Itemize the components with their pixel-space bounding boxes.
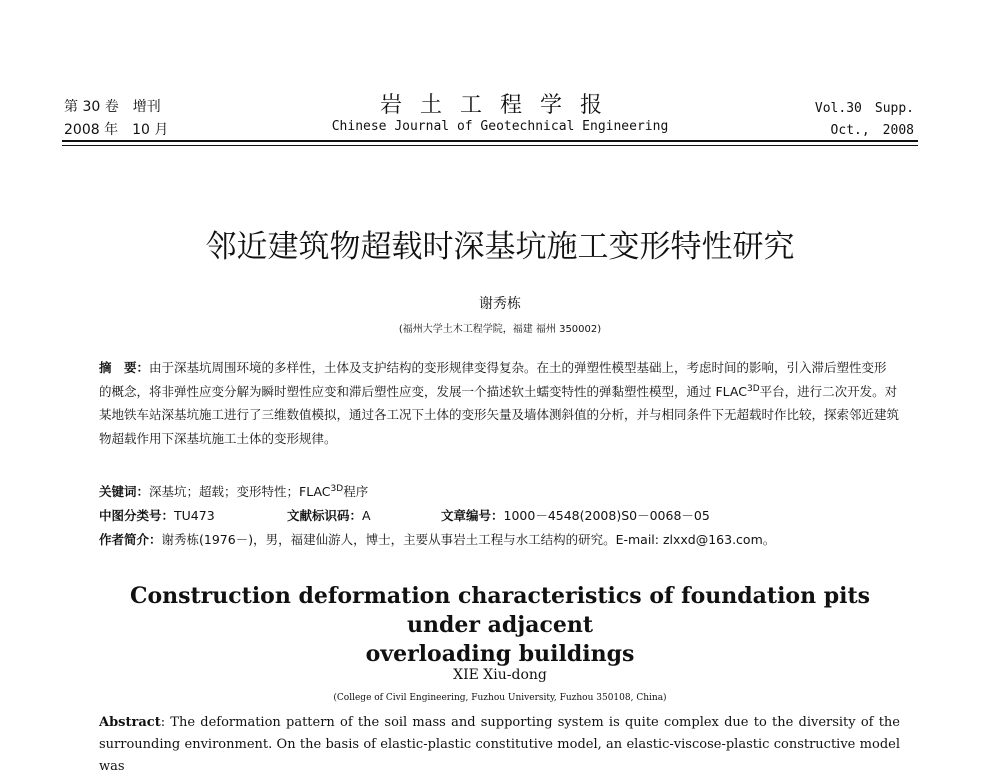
author-en: XIE Xiu-dong [453, 667, 547, 683]
paper-title-en-line1: Construction deformation characteristics of foundation pits under adjacent [129, 583, 871, 638]
keywords-text-cn: 深基坑；超载；变形特性；FLAC [149, 484, 331, 499]
journal-name-cn: 岩土工程学报 [379, 93, 620, 118]
clc-number [99, 506, 215, 524]
author-cn: 谢秀栋 [479, 296, 521, 312]
abstract-text-cn-2: 平台，进行二次开发。对某地铁车站深基坑施工进行了三维数值模拟，通过各工况下土体的变形矢量及墙体测斜值的分析，并与相同条件下无超载时作比较，探索邻近建筑物超载作用下深基坑施工土体的变形规律。 [99, 383, 900, 446]
paper-title-cn: 邻近建筑物超载时深基坑施工变形特性研究 [205, 229, 795, 265]
keywords-label-cn: 关键词： [99, 484, 150, 499]
abstract-text-en: : The deformation pattern of the soil mass and supporting system is quite complex due to the diversity of the surrounding environment. On the basis of elastic-plastic constitutive model, an elastic-viscose-plastic constructive model was [99, 715, 900, 774]
abstract-sup-cn: 3D [746, 383, 760, 394]
date-en: Oct., 2008 [830, 123, 914, 138]
article-number-label: 文章编号： [441, 508, 504, 523]
header-rule-thick [62, 140, 918, 142]
document-code [287, 506, 371, 524]
article-number [441, 506, 710, 524]
keywords-cn [99, 482, 368, 500]
keywords-tail-cn: 程序 [343, 484, 369, 499]
abstract-en [99, 712, 900, 778]
date-cn: 2008 年 10 月 [64, 122, 169, 138]
document-code-label: 文献标识码： [287, 508, 363, 523]
header-rule-thin [62, 145, 918, 146]
author-bio-label: 作者简介： [99, 532, 162, 547]
volume-issue-cn: 第 30 卷 增刊 [64, 99, 161, 115]
clc-label: 中图分类号： [99, 508, 175, 523]
volume-issue-en: Vol.30 Supp. [814, 101, 914, 116]
journal-name-en: Chinese Journal of Geotechnical Engineering [331, 119, 669, 134]
clc-value: TU473 [174, 508, 215, 523]
abstract-label-en: Abstract [99, 715, 161, 730]
article-number-value: 1000－4548(2008)S0－0068－05 [503, 508, 710, 523]
author-bio-cn [99, 530, 775, 548]
abstract-cn [99, 356, 899, 450]
abstract-text-cn-1: 由于深基坑周围环境的多样性，土体及支护结构的变形规律变得复杂。在土的弹塑性模型基础上，考虑时间的影响，引入滞后塑性变形的概念，将非弹性应变分解为瞬时塑性应变和滞后塑性应变，发展一个描述软土蠕变特性的弹黏塑性模型，通过 FLAC [99, 360, 887, 399]
keywords-sup-cn: 3D [330, 483, 344, 494]
author-bio-text: 谢秀栋(1976－)，男，福建仙游人，博士，主要从事岩土工程与水工结构的研究。E-mail: zlxxd@163.com。 [161, 532, 776, 547]
abstract-label-cn: 摘 要： [99, 360, 150, 375]
paper-title-en-line2: overloading buildings [365, 641, 635, 667]
paper-title-en [90, 582, 910, 669]
affiliation-cn: (福州大学土木工程学院，福建 福州 350002) [398, 324, 602, 335]
document-code-value: A [362, 508, 371, 523]
affiliation-en: (College of Civil Engineering, Fuzhou University, Fuzhou 350108, China) [333, 693, 667, 703]
